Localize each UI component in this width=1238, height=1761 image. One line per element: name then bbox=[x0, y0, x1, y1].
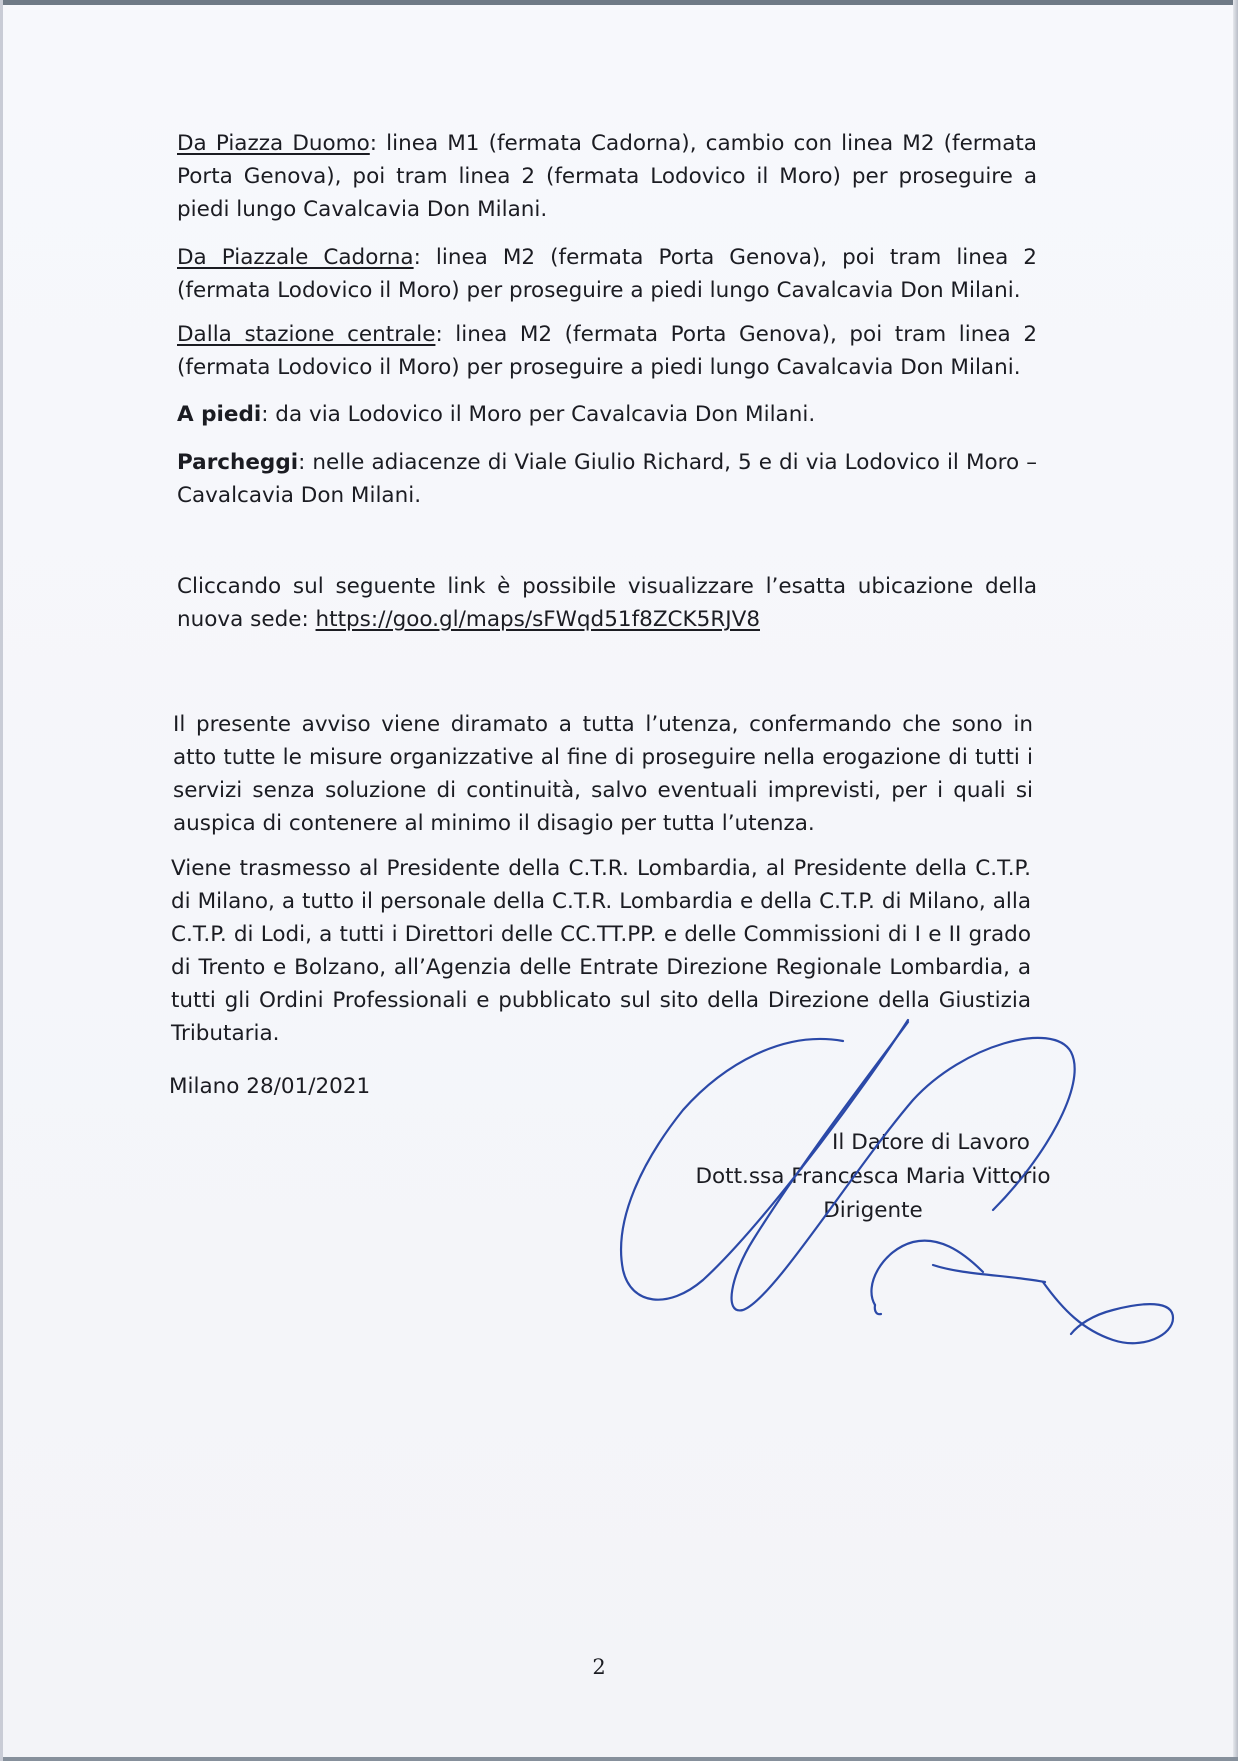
scan-edge-top bbox=[3, 0, 1238, 5]
direction-piazzale-cadorna bbox=[177, 241, 1037, 307]
scan-edge-right bbox=[1233, 0, 1238, 1761]
place-date: Milano 28/01/2021 bbox=[169, 1074, 371, 1099]
direction-text: : linea M1 (fermata Cadorna), cambio con linea M2 (fermata Porta Genova), poi tram linea 2 (fermata Lodovico il Moro) per proseguire a piedi lungo Cavalcavia Don Milani. bbox=[177, 131, 1037, 222]
walking-label: A piedi bbox=[177, 402, 262, 427]
parking-text: : nelle adiacenze di Viale Giulio Richard, 5 e di via Lodovico il Moro – Cavalcavia Don Milani. bbox=[177, 450, 1037, 508]
parking-label: Parcheggi bbox=[177, 450, 299, 475]
walking-text: : da via Lodovico il Moro per Cavalcavia Don Milani. bbox=[261, 402, 816, 427]
direction-walking bbox=[177, 398, 1037, 431]
map-link-intro: Cliccando sul seguente link è possibile visualizzare l’esatta ubicazione della nuova sede: bbox=[177, 574, 1037, 632]
direction-label: Da Piazzale Cadorna bbox=[177, 245, 414, 270]
signatory-title: Dirigente bbox=[823, 1198, 923, 1223]
signatory-role: Il Datore di Lavoro bbox=[832, 1130, 1030, 1155]
page-number: 2 bbox=[592, 1655, 606, 1679]
map-link-paragraph bbox=[177, 570, 1037, 636]
direction-stazione-centrale bbox=[177, 318, 1037, 384]
distribution-paragraph: Viene trasmesso al Presidente della C.T.R. Lombardia, al Presidente della C.T.P. di Milano, a tutto il personale della C.T.R. Lombardia e della C.T.P. di Milano, alla C.T.P. di Lodi, a tutti i Direttori delle CC.TT.PP. e delle Commissioni di I e II grado di Trento e Bolzano, all’Agenzia delle Entrate Direzione Regionale Lombardia, a tutti gli Ordini Professionali e pubblicato sul sito della Direzione della Giustizia Tributaria. bbox=[171, 856, 1031, 1046]
direction-text: : linea M2 (fermata Porta Genova), poi tram linea 2 (fermata Lodovico il Moro) per proseguire a piedi lungo Cavalcavia Don Milani. bbox=[177, 322, 1037, 380]
notice-paragraph: Il presente avviso viene diramato a tutta l’utenza, confermando che sono in atto tutte le misure organizzative al fine di proseguire nella erogazione di tutti i servizi senza soluzione di continuità, salvo eventuali imprevisti, per i quali si auspica di contenere al minimo il disagio per tutta l’utenza. bbox=[173, 712, 1033, 836]
direction-piazza-duomo bbox=[177, 127, 1037, 226]
parking-info bbox=[177, 446, 1037, 512]
direction-label: Dalla stazione centrale bbox=[177, 322, 436, 347]
direction-text: : linea M2 (fermata Porta Genova), poi tram linea 2 (fermata Lodovico il Moro) per proseguire a piedi lungo Cavalcavia Don Milani. bbox=[177, 245, 1037, 303]
signatory-block bbox=[653, 1126, 1093, 1228]
map-link[interactable]: https://goo.gl/maps/sFWqd51f8ZCK5RJV8 bbox=[315, 607, 760, 632]
signatory-name: Dott.ssa Francesca Maria Vittorio bbox=[695, 1164, 1051, 1189]
scan-edge-bottom bbox=[3, 1757, 1238, 1761]
direction-label: Da Piazza Duomo bbox=[177, 131, 370, 156]
